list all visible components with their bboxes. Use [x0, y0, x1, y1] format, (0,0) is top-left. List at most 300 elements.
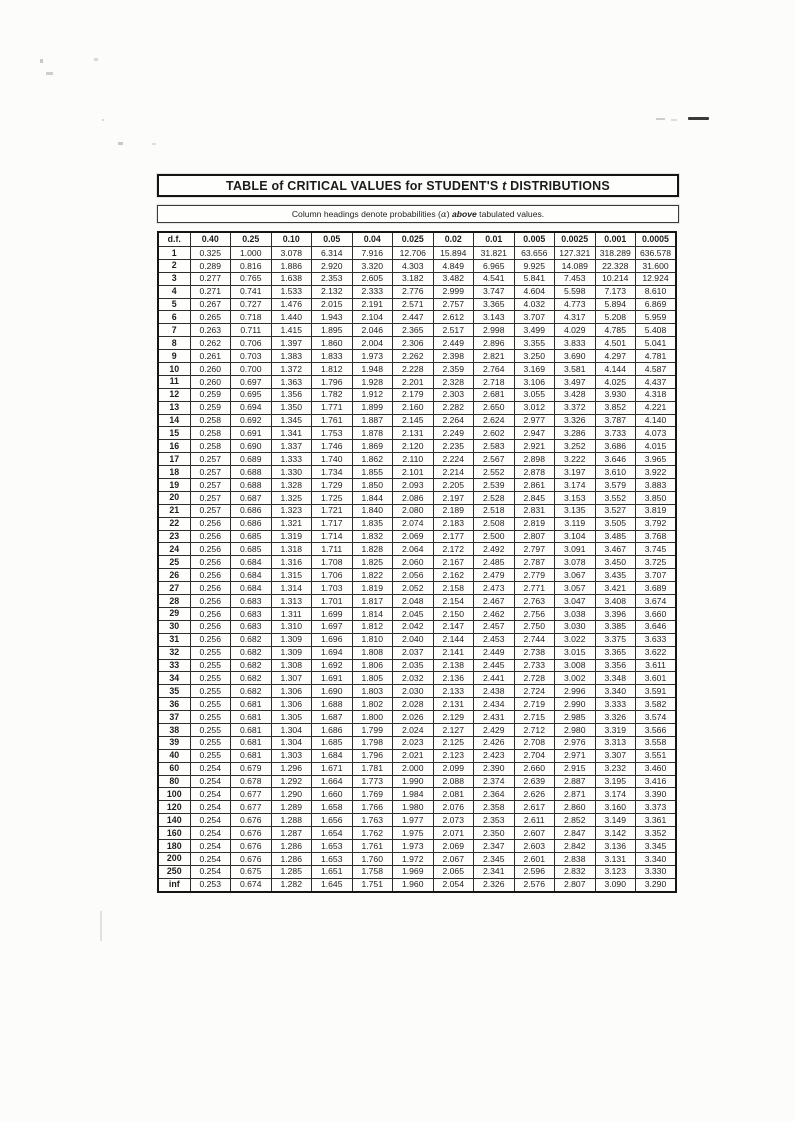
- value-cell: 2.449: [433, 337, 474, 350]
- col-header: 0.40: [190, 232, 231, 247]
- value-cell: 1.887: [352, 414, 393, 427]
- subtitle-part2: ): [446, 208, 452, 219]
- value-cell: 1.660: [312, 788, 353, 801]
- value-cell: 2.842: [555, 839, 596, 852]
- value-cell: 3.326: [555, 414, 596, 427]
- value-cell: 2.069: [433, 839, 474, 852]
- value-cell: 2.374: [474, 775, 515, 788]
- value-cell: 2.681: [474, 388, 515, 401]
- value-cell: 3.690: [555, 350, 596, 363]
- value-cell: 2.990: [555, 698, 596, 711]
- value-cell: 1.860: [312, 337, 353, 350]
- value-cell: 3.460: [636, 762, 677, 775]
- df-cell: 12: [158, 388, 190, 401]
- value-cell: 2.821: [474, 350, 515, 363]
- value-cell: 0.765: [231, 272, 272, 285]
- value-cell: 1.812: [352, 620, 393, 633]
- value-cell: 2.120: [393, 440, 434, 453]
- value-cell: 0.263: [190, 324, 231, 337]
- table-row: [158, 582, 676, 595]
- value-cell: 3.646: [636, 620, 677, 633]
- value-cell: 2.612: [433, 311, 474, 324]
- scan-dash-mark: [688, 117, 709, 120]
- value-cell: 2.071: [433, 827, 474, 840]
- value-cell: 2.183: [433, 517, 474, 530]
- value-cell: 2.650: [474, 401, 515, 414]
- value-cell: 3.365: [595, 646, 636, 659]
- value-cell: 1.711: [312, 543, 353, 556]
- value-cell: 4.587: [636, 363, 677, 376]
- value-cell: 2.757: [433, 298, 474, 311]
- value-cell: 3.408: [595, 595, 636, 608]
- df-cell: 120: [158, 801, 190, 814]
- value-cell: 2.445: [474, 659, 515, 672]
- df-cell: 4: [158, 285, 190, 298]
- value-cell: 1.000: [231, 247, 272, 260]
- value-cell: 1.638: [271, 272, 312, 285]
- value-cell: 2.449: [474, 646, 515, 659]
- value-cell: 2.101: [393, 466, 434, 479]
- value-cell: 2.985: [555, 711, 596, 724]
- value-cell: 2.172: [433, 543, 474, 556]
- value-cell: 0.261: [190, 350, 231, 363]
- value-cell: 2.074: [393, 517, 434, 530]
- value-cell: 3.733: [595, 427, 636, 440]
- value-cell: 0.259: [190, 388, 231, 401]
- value-cell: 0.257: [190, 479, 231, 492]
- value-cell: 0.254: [190, 801, 231, 814]
- value-cell: 2.552: [474, 466, 515, 479]
- df-cell: 140: [158, 814, 190, 827]
- value-cell: 3.090: [595, 878, 636, 891]
- value-cell: 1.333: [271, 453, 312, 466]
- value-cell: 2.099: [433, 762, 474, 775]
- df-cell: 30: [158, 620, 190, 633]
- value-cell: 0.262: [190, 337, 231, 350]
- df-cell: 19: [158, 479, 190, 492]
- value-cell: 3.319: [595, 723, 636, 736]
- table-row: [158, 298, 676, 311]
- value-cell: 2.177: [433, 530, 474, 543]
- table-row: [158, 775, 676, 788]
- value-cell: 2.067: [433, 852, 474, 865]
- value-cell: 3.792: [636, 517, 677, 530]
- value-cell: 2.131: [393, 427, 434, 440]
- value-cell: 1.654: [312, 827, 353, 840]
- scan-speck: [152, 143, 156, 145]
- value-cell: 3.340: [595, 685, 636, 698]
- table-row: [158, 607, 676, 620]
- value-cell: 1.305: [271, 711, 312, 724]
- value-cell: 3.355: [514, 337, 555, 350]
- value-cell: 2.462: [474, 607, 515, 620]
- value-cell: 2.167: [433, 556, 474, 569]
- value-cell: 1.796: [312, 375, 353, 388]
- value-cell: 1.415: [271, 324, 312, 337]
- df-cell: 35: [158, 685, 190, 698]
- value-cell: 2.601: [514, 852, 555, 865]
- value-cell: 4.849: [433, 259, 474, 272]
- value-cell: 2.042: [393, 620, 434, 633]
- value-cell: 3.015: [555, 646, 596, 659]
- value-cell: 1.350: [271, 401, 312, 414]
- value-cell: 0.256: [190, 543, 231, 556]
- value-cell: 2.807: [514, 530, 555, 543]
- value-cell: 3.660: [636, 607, 677, 620]
- value-cell: 2.125: [433, 736, 474, 749]
- df-cell: 36: [158, 698, 190, 711]
- value-cell: 3.922: [636, 466, 677, 479]
- value-cell: 3.646: [595, 453, 636, 466]
- value-cell: 1.708: [312, 556, 353, 569]
- value-cell: 1.761: [312, 414, 353, 427]
- table-row: [158, 375, 676, 388]
- value-cell: 4.437: [636, 375, 677, 388]
- value-cell: 2.508: [474, 517, 515, 530]
- value-cell: 3.930: [595, 388, 636, 401]
- value-cell: 0.676: [231, 827, 272, 840]
- df-cell: 10: [158, 363, 190, 376]
- value-cell: 3.450: [595, 556, 636, 569]
- scan-line-mark: [100, 911, 102, 941]
- value-cell: 3.707: [636, 569, 677, 582]
- value-cell: 1.734: [312, 466, 353, 479]
- value-cell: 2.104: [352, 311, 393, 324]
- critical-values-table: [157, 231, 677, 893]
- value-cell: 2.603: [514, 839, 555, 852]
- value-cell: 0.688: [231, 479, 272, 492]
- value-cell: 3.745: [636, 543, 677, 556]
- value-cell: 4.317: [555, 311, 596, 324]
- value-cell: 2.750: [514, 620, 555, 633]
- value-cell: 1.651: [312, 865, 353, 878]
- value-cell: 2.776: [393, 285, 434, 298]
- table-row: [158, 543, 676, 556]
- value-cell: 1.799: [352, 723, 393, 736]
- value-cell: 3.197: [555, 466, 596, 479]
- value-cell: 3.356: [595, 659, 636, 672]
- table-row: [158, 723, 676, 736]
- value-cell: 2.787: [514, 556, 555, 569]
- subtitle-text: [292, 209, 544, 220]
- table-row: [158, 440, 676, 453]
- value-cell: 2.719: [514, 698, 555, 711]
- value-cell: 0.706: [231, 337, 272, 350]
- df-cell: 160: [158, 827, 190, 840]
- df-cell: 29: [158, 607, 190, 620]
- value-cell: 3.174: [595, 788, 636, 801]
- value-cell: 0.255: [190, 711, 231, 724]
- value-cell: 1.740: [312, 453, 353, 466]
- value-cell: 0.254: [190, 762, 231, 775]
- value-cell: 0.256: [190, 582, 231, 595]
- value-cell: 2.045: [393, 607, 434, 620]
- value-cell: 1.533: [271, 285, 312, 298]
- value-cell: 1.980: [393, 801, 434, 814]
- value-cell: 2.567: [474, 453, 515, 466]
- value-cell: 2.021: [393, 749, 434, 762]
- value-cell: 2.073: [433, 814, 474, 827]
- value-cell: 2.980: [555, 723, 596, 736]
- df-cell: 33: [158, 659, 190, 672]
- value-cell: 3.482: [433, 272, 474, 285]
- value-cell: 0.689: [231, 453, 272, 466]
- value-cell: 1.690: [312, 685, 353, 698]
- value-cell: 0.256: [190, 607, 231, 620]
- value-cell: 2.847: [555, 827, 596, 840]
- scan-dash-mark: [656, 118, 665, 120]
- value-cell: 1.313: [271, 595, 312, 608]
- table-row: [158, 736, 676, 749]
- table-row: [158, 530, 676, 543]
- table-row: [158, 569, 676, 582]
- value-cell: 2.500: [474, 530, 515, 543]
- value-cell: 1.440: [271, 311, 312, 324]
- value-cell: 2.602: [474, 427, 515, 440]
- table-row: [158, 672, 676, 685]
- value-cell: 2.249: [433, 427, 474, 440]
- value-cell: 1.658: [312, 801, 353, 814]
- value-cell: 0.254: [190, 775, 231, 788]
- table-row: [158, 749, 676, 762]
- table-row: [158, 788, 676, 801]
- value-cell: 3.290: [636, 878, 677, 891]
- table-row: [158, 311, 676, 324]
- value-cell: 3.174: [555, 479, 596, 492]
- value-cell: 2.447: [393, 311, 434, 324]
- value-cell: 2.035: [393, 659, 434, 672]
- df-cell: 18: [158, 466, 190, 479]
- value-cell: 1.325: [271, 491, 312, 504]
- value-cell: 1.684: [312, 749, 353, 762]
- table-row: [158, 762, 676, 775]
- value-cell: 3.505: [595, 517, 636, 530]
- value-cell: 2.763: [514, 595, 555, 608]
- df-cell: inf: [158, 878, 190, 891]
- value-cell: 3.149: [595, 814, 636, 827]
- value-cell: 1.773: [352, 775, 393, 788]
- value-cell: 0.256: [190, 530, 231, 543]
- value-cell: 3.104: [555, 530, 596, 543]
- col-header: 0.0025: [555, 232, 596, 247]
- value-cell: 0.685: [231, 530, 272, 543]
- value-cell: 1.822: [352, 569, 393, 582]
- value-cell: 2.179: [393, 388, 434, 401]
- table-row: [158, 814, 676, 827]
- table-row: [158, 865, 676, 878]
- value-cell: 1.928: [352, 375, 393, 388]
- t-table-body: [158, 247, 676, 892]
- value-cell: 2.333: [352, 285, 393, 298]
- value-cell: 0.257: [190, 504, 231, 517]
- value-cell: 2.228: [393, 363, 434, 376]
- value-cell: 2.852: [555, 814, 596, 827]
- value-cell: 1.323: [271, 504, 312, 517]
- value-cell: 3.390: [636, 788, 677, 801]
- value-cell: 3.123: [595, 865, 636, 878]
- value-cell: 3.833: [555, 337, 596, 350]
- scan-speck: [40, 59, 43, 63]
- value-cell: 1.356: [271, 388, 312, 401]
- value-cell: 2.123: [433, 749, 474, 762]
- value-cell: 3.611: [636, 659, 677, 672]
- value-cell: 3.142: [595, 827, 636, 840]
- value-cell: 0.677: [231, 801, 272, 814]
- value-cell: 0.688: [231, 466, 272, 479]
- value-cell: 1.886: [271, 259, 312, 272]
- value-cell: 1.763: [352, 814, 393, 827]
- value-cell: 2.738: [514, 646, 555, 659]
- value-cell: 3.340: [636, 852, 677, 865]
- value-cell: 0.325: [190, 247, 231, 260]
- value-cell: 2.971: [555, 749, 596, 762]
- table-row: [158, 466, 676, 479]
- value-cell: 1.292: [271, 775, 312, 788]
- value-cell: 3.002: [555, 672, 596, 685]
- value-cell: 0.258: [190, 440, 231, 453]
- df-cell: 22: [158, 517, 190, 530]
- value-cell: 0.711: [231, 324, 272, 337]
- value-cell: 3.330: [636, 865, 677, 878]
- table-row: [158, 711, 676, 724]
- table-row: [158, 337, 676, 350]
- value-cell: 6.965: [474, 259, 515, 272]
- value-cell: 1.321: [271, 517, 312, 530]
- value-cell: 0.678: [231, 775, 272, 788]
- value-cell: 1.769: [352, 788, 393, 801]
- value-cell: 2.129: [433, 711, 474, 724]
- value-cell: 2.624: [474, 414, 515, 427]
- value-cell: 0.683: [231, 620, 272, 633]
- value-cell: 2.000: [393, 762, 434, 775]
- value-cell: 1.828: [352, 543, 393, 556]
- value-cell: 0.682: [231, 672, 272, 685]
- value-cell: 2.779: [514, 569, 555, 582]
- value-cell: 3.195: [595, 775, 636, 788]
- value-cell: 1.656: [312, 814, 353, 827]
- table-row: [158, 414, 676, 427]
- value-cell: 2.015: [312, 298, 353, 311]
- value-cell: 2.845: [514, 491, 555, 504]
- df-cell: 37: [158, 711, 190, 724]
- value-cell: 2.160: [393, 401, 434, 414]
- value-cell: 0.816: [231, 259, 272, 272]
- value-cell: 2.708: [514, 736, 555, 749]
- value-cell: 5.208: [595, 311, 636, 324]
- value-cell: 1.653: [312, 839, 353, 852]
- value-cell: 3.552: [595, 491, 636, 504]
- subtitle-above-emph: above: [451, 208, 477, 219]
- df-cell: 60: [158, 762, 190, 775]
- value-cell: 1.973: [393, 839, 434, 852]
- df-cell: 9: [158, 350, 190, 363]
- value-cell: 4.073: [636, 427, 677, 440]
- value-cell: 4.032: [514, 298, 555, 311]
- value-cell: 2.341: [474, 865, 515, 878]
- value-cell: 0.703: [231, 350, 272, 363]
- value-cell: 2.141: [433, 646, 474, 659]
- value-cell: 2.214: [433, 466, 474, 479]
- value-cell: 2.704: [514, 749, 555, 762]
- value-cell: 3.222: [555, 453, 596, 466]
- col-header-df: d.f.: [158, 232, 190, 247]
- value-cell: 2.262: [393, 350, 434, 363]
- value-cell: 2.920: [312, 259, 353, 272]
- value-cell: 3.768: [636, 530, 677, 543]
- value-cell: 3.852: [595, 401, 636, 414]
- value-cell: 3.385: [595, 620, 636, 633]
- value-cell: 2.921: [514, 440, 555, 453]
- value-cell: 0.683: [231, 607, 272, 620]
- value-cell: 1.984: [393, 788, 434, 801]
- value-cell: 2.998: [474, 324, 515, 337]
- value-cell: 1.869: [352, 440, 393, 453]
- value-cell: 2.004: [352, 337, 393, 350]
- value-cell: 2.583: [474, 440, 515, 453]
- value-cell: 0.677: [231, 788, 272, 801]
- value-cell: 1.855: [352, 466, 393, 479]
- value-cell: 1.296: [271, 762, 312, 775]
- value-cell: 3.333: [595, 698, 636, 711]
- value-cell: 1.899: [352, 401, 393, 414]
- value-cell: 0.257: [190, 453, 231, 466]
- value-cell: 2.150: [433, 607, 474, 620]
- value-cell: 1.311: [271, 607, 312, 620]
- value-cell: 3.581: [555, 363, 596, 376]
- value-cell: 7.173: [595, 285, 636, 298]
- value-cell: 1.960: [393, 878, 434, 891]
- value-cell: 5.598: [555, 285, 596, 298]
- value-cell: 0.684: [231, 556, 272, 569]
- value-cell: 1.303: [271, 749, 312, 762]
- value-cell: 2.064: [393, 543, 434, 556]
- value-cell: 2.056: [393, 569, 434, 582]
- value-cell: 0.256: [190, 556, 231, 569]
- value-cell: 3.373: [636, 801, 677, 814]
- value-cell: 1.825: [352, 556, 393, 569]
- value-cell: 2.431: [474, 711, 515, 724]
- value-cell: 1.701: [312, 595, 353, 608]
- value-cell: 1.832: [352, 530, 393, 543]
- value-cell: 1.308: [271, 659, 312, 672]
- value-cell: 3.375: [595, 633, 636, 646]
- value-cell: 2.639: [514, 775, 555, 788]
- scan-speck: [118, 142, 123, 145]
- value-cell: 3.819: [636, 504, 677, 517]
- value-cell: 2.147: [433, 620, 474, 633]
- scan-speck: [102, 119, 104, 121]
- value-cell: 3.582: [636, 698, 677, 711]
- value-cell: 1.806: [352, 659, 393, 672]
- value-cell: 2.492: [474, 543, 515, 556]
- value-cell: 1.476: [271, 298, 312, 311]
- value-cell: 3.008: [555, 659, 596, 672]
- value-cell: 2.398: [433, 350, 474, 363]
- value-cell: 2.733: [514, 659, 555, 672]
- value-cell: 3.396: [595, 607, 636, 620]
- table-row: [158, 556, 676, 569]
- value-cell: 0.255: [190, 698, 231, 711]
- table-row: [158, 401, 676, 414]
- value-cell: 0.258: [190, 427, 231, 440]
- value-cell: 0.255: [190, 723, 231, 736]
- value-cell: 1.288: [271, 814, 312, 827]
- value-cell: 0.260: [190, 375, 231, 388]
- value-cell: 1.803: [352, 685, 393, 698]
- value-cell: 1.990: [393, 775, 434, 788]
- value-cell: 5.841: [514, 272, 555, 285]
- value-cell: 2.887: [555, 775, 596, 788]
